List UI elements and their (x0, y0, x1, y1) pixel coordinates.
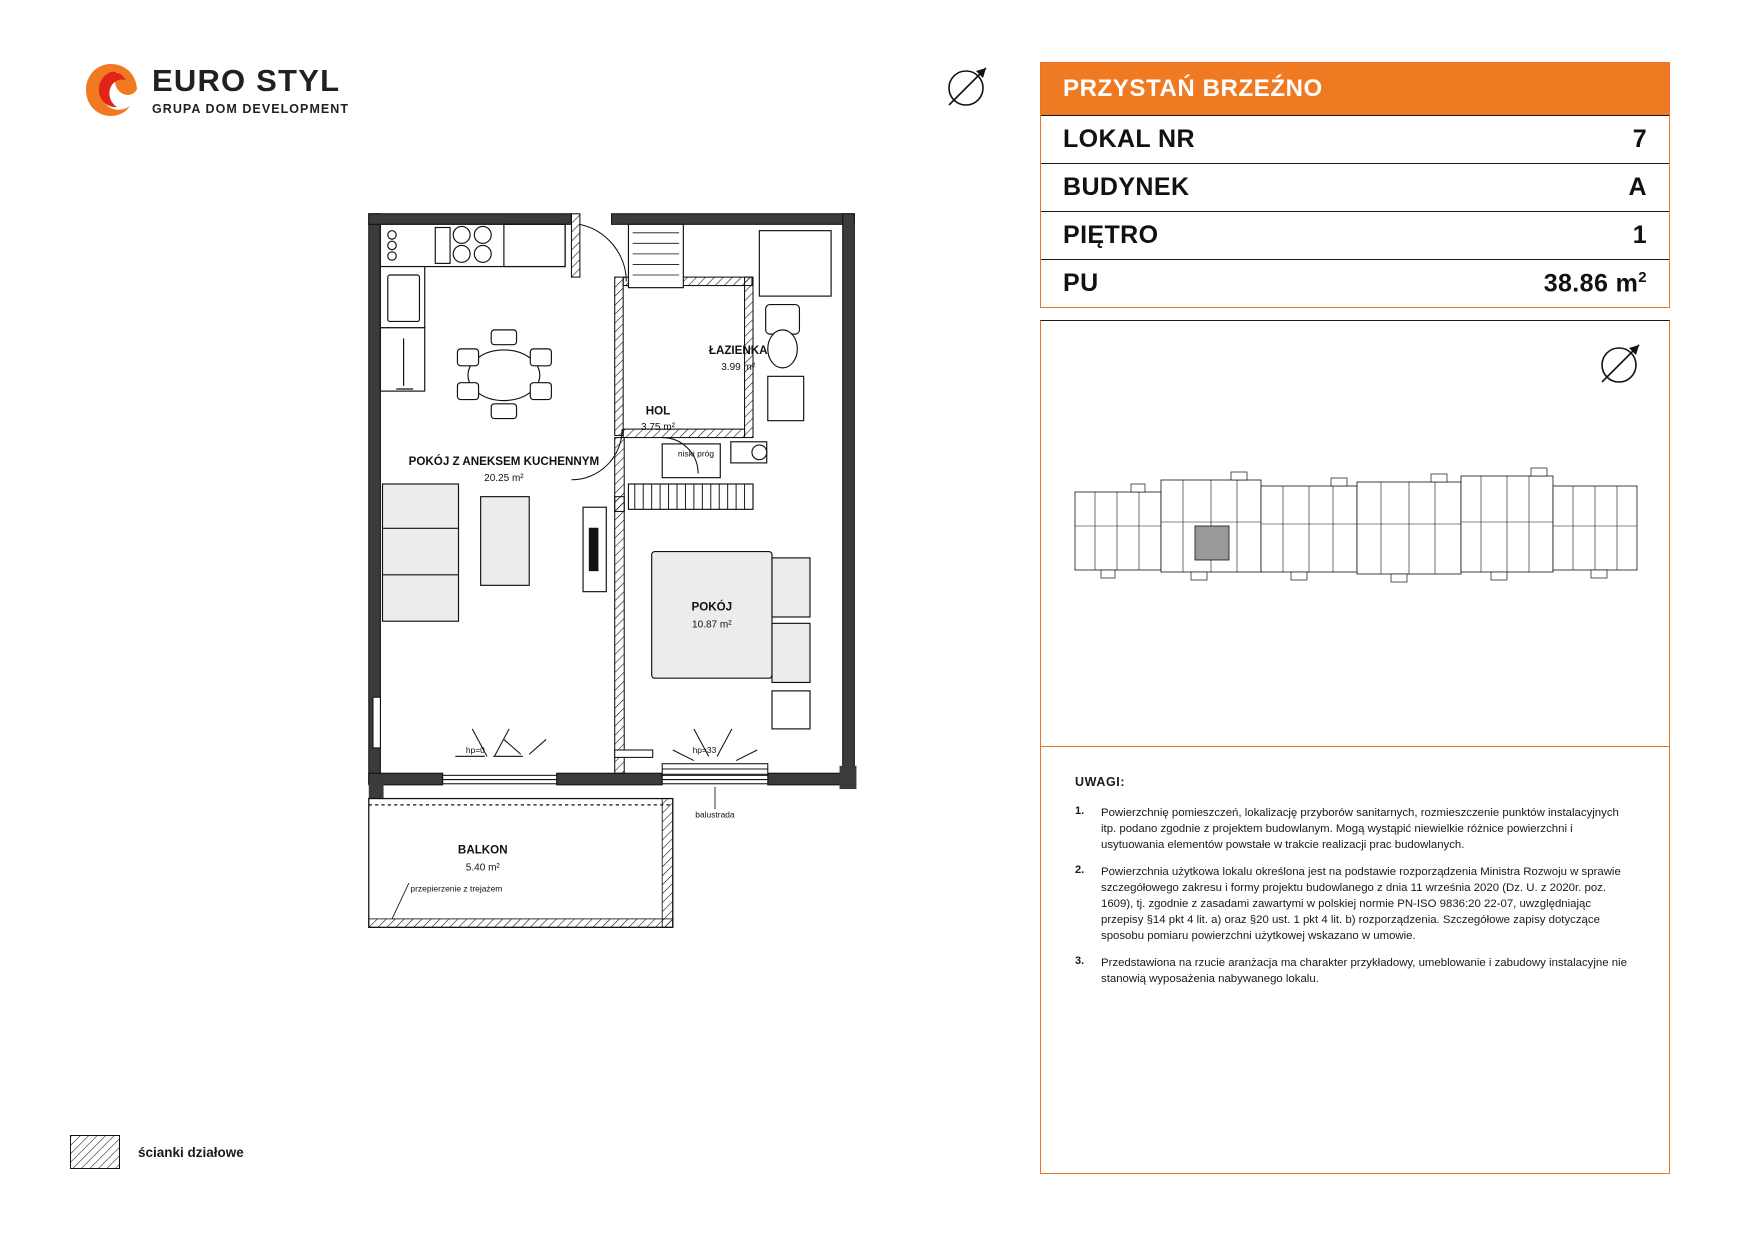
notes-panel (1040, 747, 1670, 1174)
notes-title: UWAGI: (1075, 775, 1126, 789)
room-label: POKÓJ (691, 600, 733, 614)
note-number: 2. (1075, 863, 1085, 876)
info-value-text: 38.86 m (1543, 269, 1639, 298)
key-plan-diagram (1071, 466, 1641, 596)
info-key: LOKAL NR (1063, 125, 1195, 153)
legend (70, 1135, 244, 1169)
room-area: 20.25 m² (484, 472, 524, 484)
note-number: 3. (1075, 954, 1085, 967)
info-value-unit: 2 (1638, 269, 1647, 286)
note-item (1075, 955, 1635, 987)
hatched-partition-wall-swatch (70, 1135, 120, 1169)
note-text: Przedstawiona na rzucie aranżacja ma charakter przykładowy, umeblowanie i zabudowy instalacyjne nie stanowią wyposażenia nabywanego lokalu. (1101, 956, 1627, 985)
room-label: POKÓJ Z ANEKSEM KUCHENNYM (408, 455, 600, 468)
info-value: 1 (1632, 221, 1647, 249)
room-label: BALKON (457, 843, 508, 857)
room-label: ŁAZIENKA (708, 344, 768, 358)
info-row-lokal (1041, 115, 1669, 163)
note-text: Powierzchnię pomieszczeń, lokalizację przyborów sanitarnych, rozmieszczenie punktów instalacyjnych itp. podano zgodnie z projektem budowlanym. Mogą wystąpić niewielkie różnice powierzchni i usytuowania elementów powstałe w trakcie realizacji prac budowlanych. (1101, 807, 1619, 852)
plan-annotation: przepierzenie z trejażem (410, 883, 503, 894)
note-number: 1. (1075, 805, 1085, 817)
info-key: PU (1063, 269, 1099, 298)
brand-logo (84, 62, 349, 118)
info-row-pietro (1041, 211, 1669, 259)
logo-subtitle: GRUPA DOM DEVELOPMENT (152, 101, 350, 116)
note-item (1075, 805, 1635, 854)
note-item (1075, 864, 1635, 945)
note-text: Powierzchnia użytkowa lokalu określona jest na podstawie rozporządzenia Ministra Rozwoju w sprawie szczegółowego zakresu i formy projektu budowlanego z dnia 11 września 2020 (Dz. U. z 2020r. poz. 1609), tj. zgodnie z zasadami zawartymi w polskiej normie PN-ISO 9836:20 22-07, uwzględniając przepisy §14 pkt 4 lit. a) oraz §20 ust. 1 pkt 4 lit. b) rozporządzenia. Szczegółowe zapisy dotyczące sposobu pomiaru powierzchni użytkowej wskazano w umowie. (1101, 865, 1621, 943)
project-title: PRZYSTAŃ BRZEŹNO (1041, 63, 1669, 115)
plan-annotation: balustrada (695, 809, 735, 820)
logo-title: EURO STYL (152, 62, 341, 98)
plan-annotation: hp=33 (692, 745, 717, 756)
info-value (1544, 269, 1647, 298)
info-value: 7 (1632, 125, 1647, 153)
info-key: BUDYNEK (1063, 173, 1190, 201)
info-key: PIĘTRO (1063, 221, 1159, 249)
info-value: A (1628, 173, 1647, 201)
north-arrow-crossed-circle-icon (938, 60, 994, 116)
plan-annotation: hp=0 (465, 745, 485, 756)
legend-label: ścianki działowe (138, 1144, 244, 1160)
north-arrow-crossed-circle-icon (1591, 337, 1647, 393)
floor-plan (300, 180, 940, 940)
room-label: HOL (645, 404, 671, 418)
room-area: 5.40 m² (465, 862, 500, 874)
building-key-plan (1040, 320, 1670, 747)
euro-styl-flame-icon (84, 62, 138, 118)
highlighted-unit (1195, 526, 1229, 560)
info-row-budynek (1041, 163, 1669, 211)
unit-info-panel (1040, 62, 1670, 308)
plan-annotation: niski próg (677, 448, 715, 459)
room-area: 3.75 m² (641, 422, 675, 434)
info-row-pu (1041, 259, 1669, 307)
room-area: 3.99 m² (721, 362, 756, 373)
room-area: 10.87 m² (692, 619, 732, 631)
